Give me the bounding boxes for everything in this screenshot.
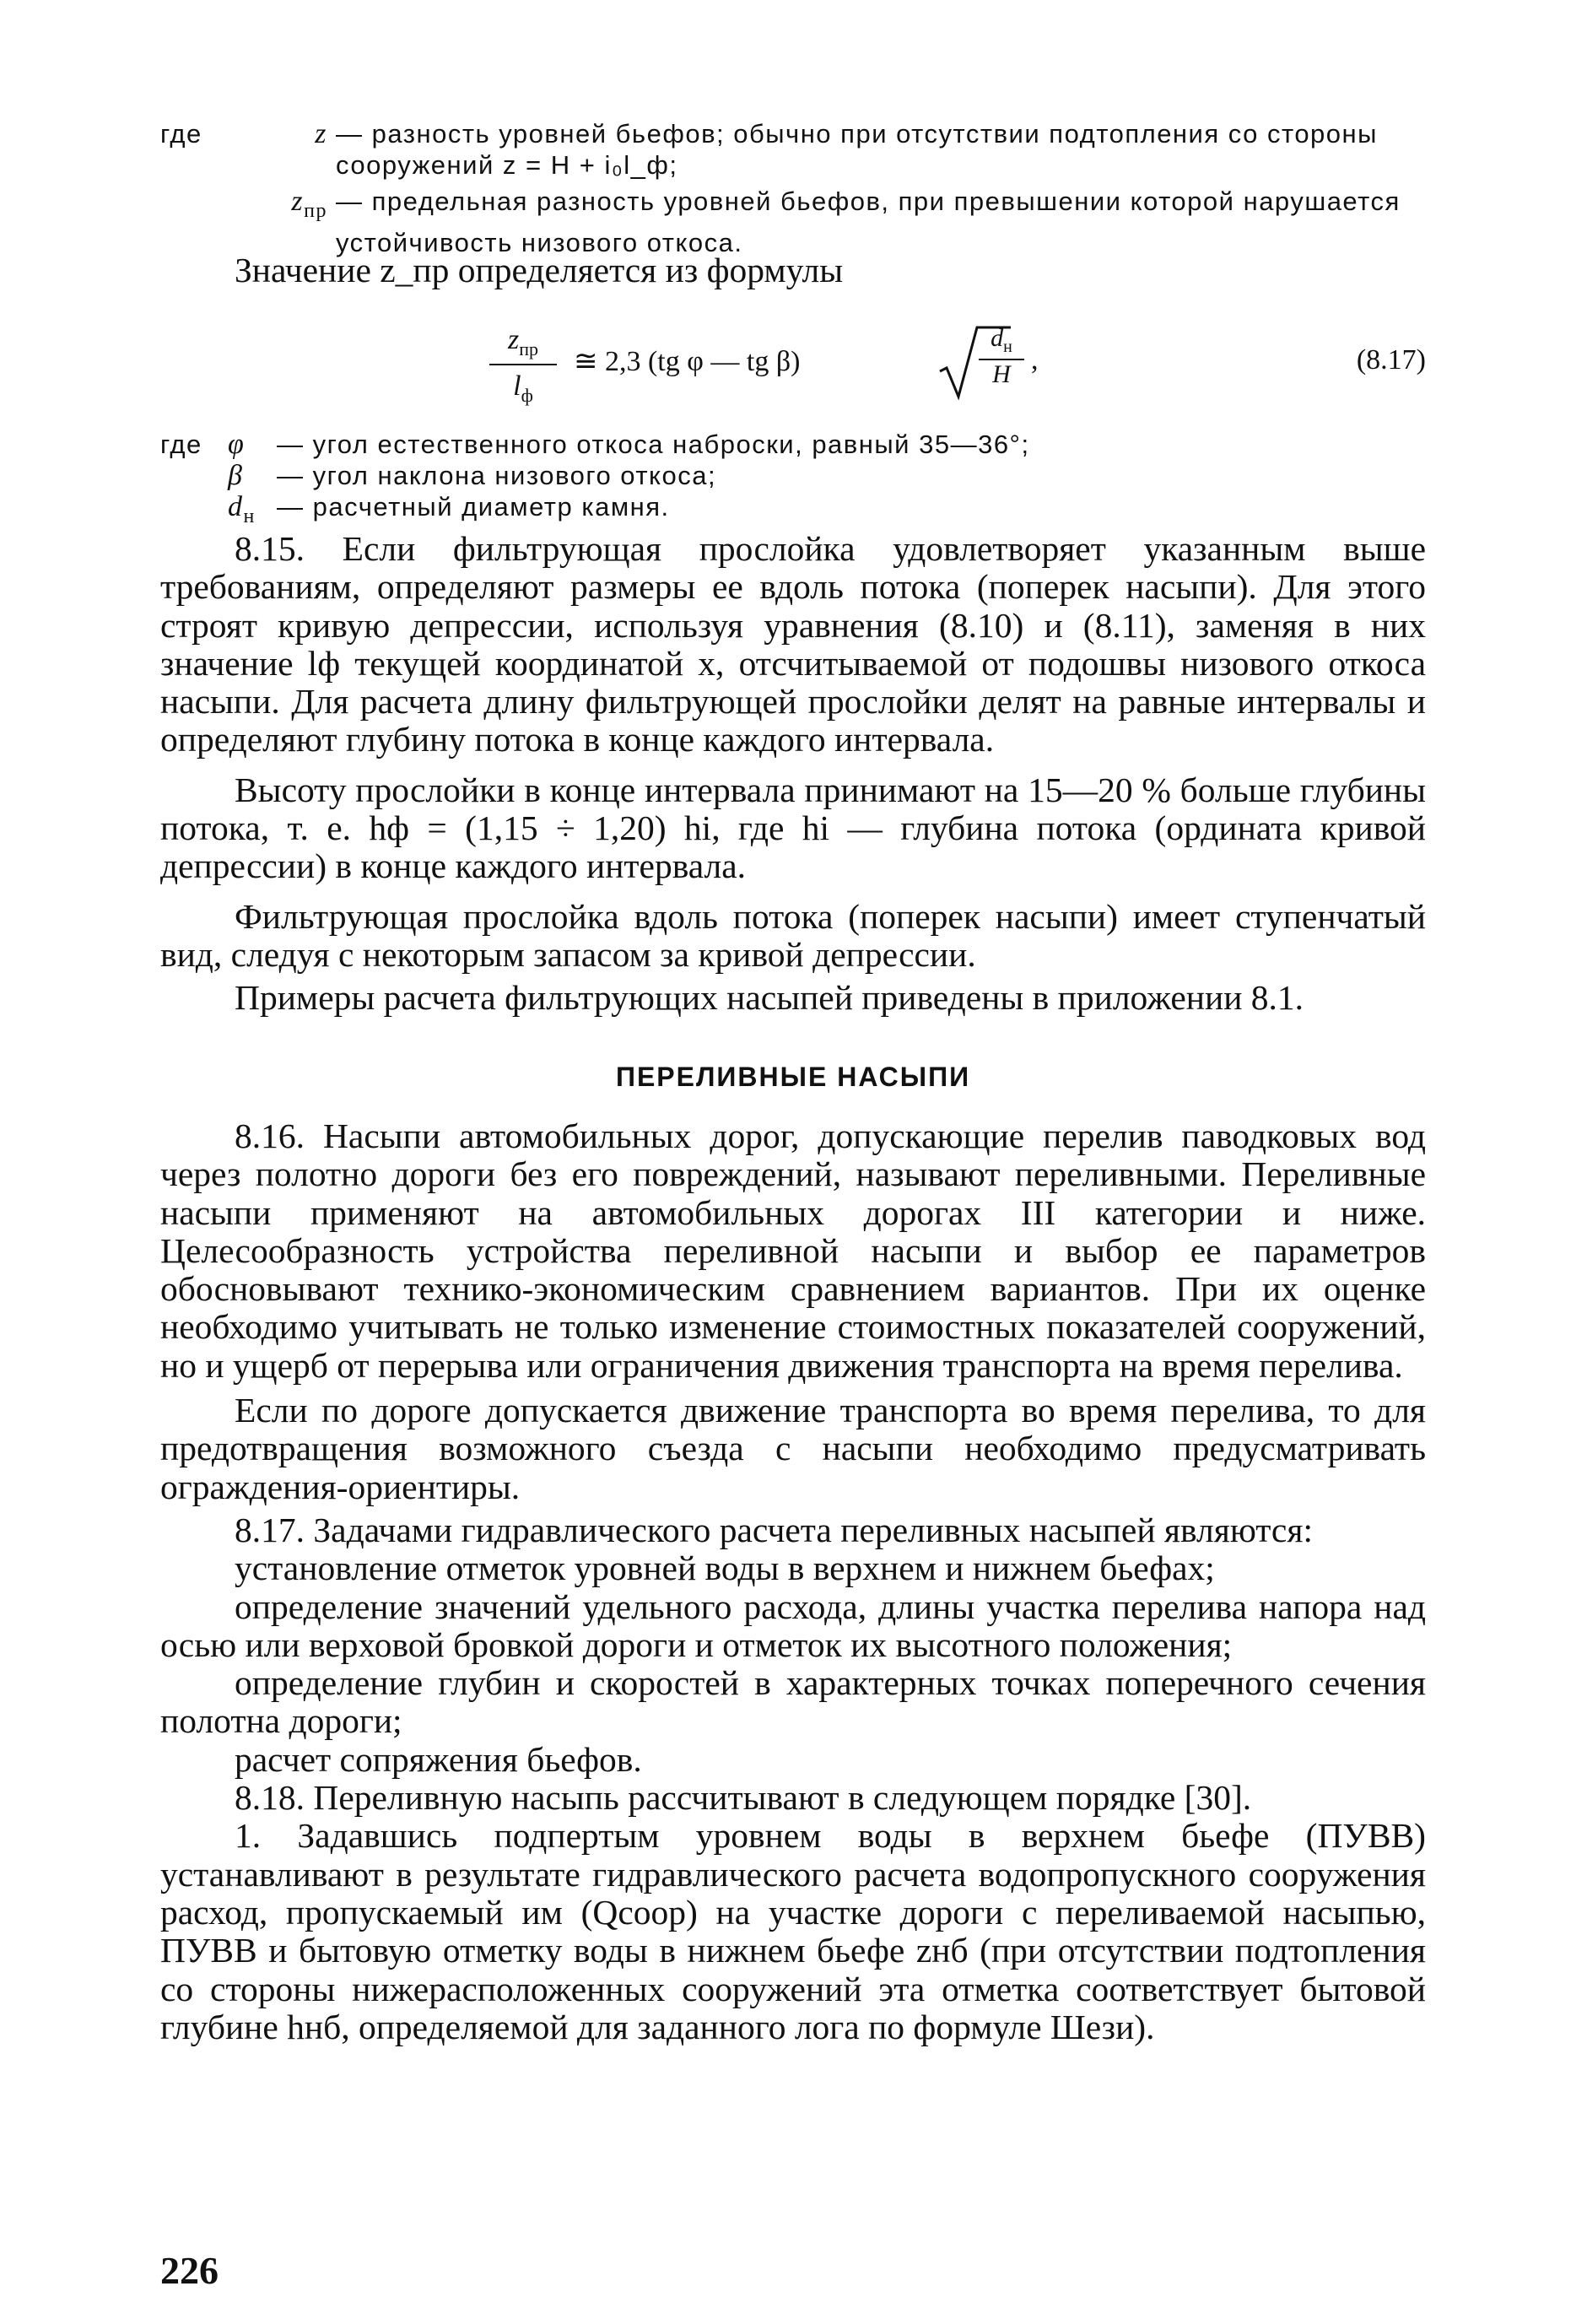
definition-row: где φ — угол естественного откоса наброски, равный 35—36°; <box>160 429 1434 460</box>
paragraph: Если по дороге допускается движение транспорта во время перелива, то для предотвращения возможного съезда с насыпи необходимо предусматривать ограждения-ориентиры. <box>160 1391 1426 1506</box>
formula-number: (8.17) <box>1356 344 1426 376</box>
definition-text: — разность уровней бьефов; обычно при отсутствии подтопления со стороны <box>336 119 1378 149</box>
symbol: $d_н$ <box>228 491 256 527</box>
definitions-top <box>160 118 1434 258</box>
symbol: z <box>315 118 327 149</box>
paragraph: Фильтрующая прослойка вдоль потока (поперек насыпи) имеет ступенчатый вид, следуя с некоторым запасом за кривой депрессии. <box>160 896 1426 974</box>
section-8-15 <box>160 530 1426 1018</box>
definition-text: — угол наклона низового откоса; <box>277 461 717 490</box>
paragraph: 8.16. Насыпи автомобильных дорог, допускающие перелив паводковых вод через полотно дороги без его повреждений, называют переливными. Переливные насыпи применяют на автомобильных дорогах III категории и ниже. Целесообразность устройства переливной насыпи и выбор ее параметров обосновывают технико-экономическим сравнением вариантов. При их оценке необходимо учитывать не только изменение стоимостных показателей сооружений, но и ущерб от перерыва или ограничения движения транспорта на время перелива. <box>160 1116 1426 1385</box>
definition-row <box>160 460 1434 491</box>
paragraph: расчет сопряжения бьефов. <box>235 1739 642 1779</box>
paragraph: определение глубин и скоростей в характерных точках поперечного сечения полотна дороги; <box>160 1663 1426 1741</box>
definition-continuation: сооружений z = H + i₀l_ф; <box>336 150 678 180</box>
paragraph: 8.15. Если фильтрующая прослойка удовлетворяет указанным выше требованиям, определяют размеры ее вдоль потока (поперек насыпи). Для этого строят кривую депрессии, используя уравнения (8.10) и (8.11), заменяя в них значение lф текущей координатой x, отсчитываемой от подошвы низового откоса насыпи. Для расчета длину фильтрующей прослойки делят на равные интервалы и определяют глубину потока в конце каждого интервала. <box>160 529 1426 759</box>
formula-lhs-fraction: $z_{пр}$ $l_ф$ <box>489 324 557 407</box>
formula-intro: Значение z_пр определяется из формулы <box>235 251 844 289</box>
definition-text: — расчетный диаметр камня. <box>277 492 670 522</box>
definition-row <box>160 118 1434 149</box>
paragraph: Высоту прослойки в конце интервала принимают на 15—20 % больше глубины потока, т. е. hф = (1,15 ÷ 1,20) hi, где hi — глубина потока (ордината кривой депрессии) в конце каждого интервала. <box>160 770 1426 886</box>
definition-row <box>160 491 1434 532</box>
section-heading: ПЕРЕЛИВНЫЕ НАСЫПИ <box>615 1062 971 1092</box>
paragraph: 8.17. Задачами гидравлического расчета переливных насыпей являются: <box>235 1510 1313 1549</box>
symbol: $z_{пр}$ <box>291 186 327 222</box>
page-number: 226 <box>160 2249 219 2292</box>
definition-text: — угол естественного откоса наброски, равный 35—36°; <box>277 430 1030 459</box>
where-label: где <box>160 119 202 149</box>
formula-8-17 <box>422 319 1434 412</box>
symbol: β <box>228 460 244 491</box>
section-8-16-8-18 <box>160 1117 1426 2046</box>
paragraph: Примеры расчета фильтрующих насыпей приведены в приложении 8.1. <box>235 978 1304 1018</box>
formula-tail: , <box>1031 344 1039 376</box>
paragraph: определение значений удельного расхода, длины участка перелива напора над осью или верховой бровкой дороги и отметок их высотного положения; <box>160 1586 1426 1664</box>
paragraph: установление отметок уровней воды в верхнем и нижнем бьефах; <box>235 1548 1215 1588</box>
definitions-bottom <box>160 429 1434 532</box>
definition-row <box>160 186 1434 227</box>
symbol: φ <box>228 429 246 460</box>
paragraph: 1. Задавшись подпертым уровнем воды в верхнем бьефе (ПУВВ) устанавливают в результате гидравлического расчета водопропускного сооружения расход, пропускаемый им (Qсоор) на участке дороги с переливаемой насыпью, ПУВВ и бытовую отметку воды в нижнем бьефе zнб (при отсутствии подтопления со стороны нижерасположенных сооружений эта отметка соответствует бытовой глубине hнб, определяемой для заданного лога по формуле Шези). <box>160 1816 1426 2046</box>
sqrt-fraction: $d_н$ H <box>979 324 1024 389</box>
definition-continuation: устойчивость низового откоса. <box>336 227 743 257</box>
definition-text: — предельная разность уровней бьефов, при превышении которой нарушается <box>336 186 1401 216</box>
paragraph: 8.18. Переливную насыпь рассчитывают в следующем порядке [30]. <box>235 1778 1252 1818</box>
formula-middle: ≅ 2,3 (tg φ — tg β) <box>574 346 801 377</box>
